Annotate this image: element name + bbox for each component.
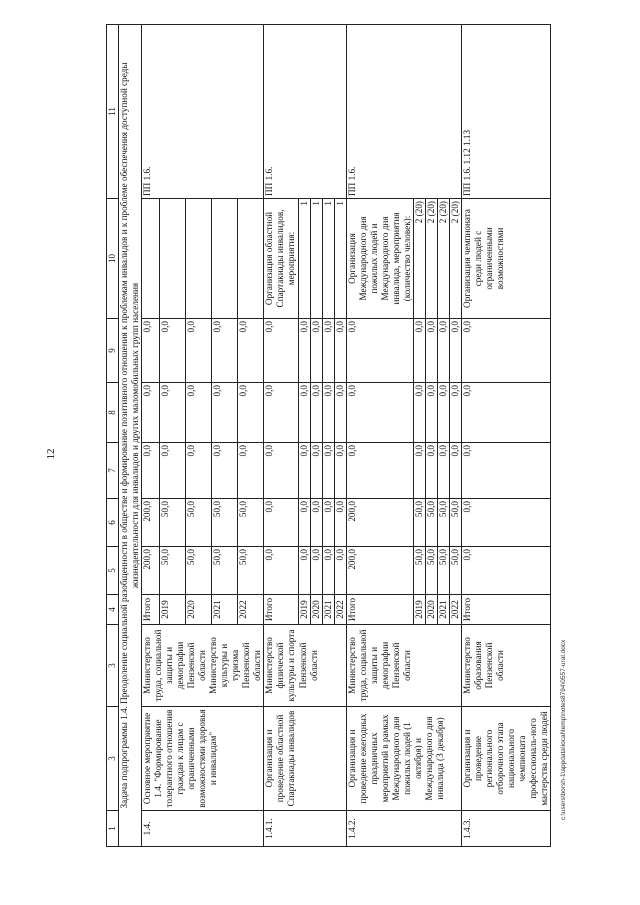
federal-budget: 0,0 [212, 443, 238, 499]
year: 2020 [425, 595, 437, 625]
total-amount: 50,0 [160, 547, 186, 595]
federal-budget: 0,0 [346, 443, 413, 499]
extra-budget: 0,0 [212, 319, 238, 383]
page-number: 12 [45, 448, 57, 460]
local-budget: 0,0 [425, 383, 437, 443]
year: Итого [264, 595, 298, 625]
local-budget: 0,0 [310, 383, 322, 443]
total-amount: 0,0 [322, 547, 334, 595]
federal-budget: 0,0 [310, 443, 322, 499]
local-budget: 0,0 [449, 383, 461, 443]
local-budget: 0,0 [264, 383, 298, 443]
extra-budget: 0,0 [298, 319, 310, 383]
federal-budget: 0,0 [425, 443, 437, 499]
federal-budget: 0,0 [449, 443, 461, 499]
regional-budget: 50,0 [413, 499, 425, 547]
total-amount: 50,0 [186, 547, 212, 595]
extra-budget: 0,0 [186, 319, 212, 383]
total-amount: 0,0 [264, 547, 298, 595]
activity-name: Организация и проведение областной Спартакиады инвалидов [264, 707, 346, 811]
extra-budget: 0,0 [425, 319, 437, 383]
total-amount: 0,0 [298, 547, 310, 595]
total-amount: 200,0 [142, 547, 160, 595]
activity-name: Организация и проведение ежегодных праздничных мероприятий в рамках Международного дня пожилых людей (1 октября) и Международного дня инвалида (3 декабря) [346, 707, 461, 811]
year: Итого [142, 595, 160, 625]
local-budget: 0,0 [413, 383, 425, 443]
regional-budget: 0,0 [298, 499, 310, 547]
regional-budget: 50,0 [449, 499, 461, 547]
program-link: ПП 1.6. [346, 25, 461, 199]
federal-budget: 0,0 [334, 443, 346, 499]
federal-budget: 0,0 [186, 443, 212, 499]
federal-budget: 0,0 [142, 443, 160, 499]
federal-budget: 0,0 [160, 443, 186, 499]
year: 2019 [298, 595, 310, 625]
column-number: 7 [107, 443, 119, 499]
indicator-value: 1 [298, 199, 310, 319]
regional-budget: 0,0 [264, 499, 298, 547]
extra-budget: 0,0 [449, 319, 461, 383]
indicator-name [142, 199, 160, 319]
column-number: 11 [107, 25, 119, 199]
indicator-name: Организация областной Спартакиады инвалидов, мероприятия: [264, 199, 298, 319]
executor: Министерство труда, социальной защиты и демографии Пензенской области [346, 625, 461, 707]
federal-budget: 0,0 [322, 443, 334, 499]
year: 2021 [322, 595, 334, 625]
year: 2020 [310, 595, 322, 625]
executor: Министерство труда, социальной защиты и демографии Пензенской области Министерство культуры и туризма Пензенской области [142, 625, 264, 707]
year: 2021 [437, 595, 449, 625]
column-number: 1 [107, 811, 119, 847]
extra-budget: 0,0 [160, 319, 186, 383]
regional-budget: 50,0 [437, 499, 449, 547]
year: Итого [461, 595, 550, 625]
indicator-value: 1 [310, 199, 322, 319]
indicator-value [186, 199, 212, 319]
table-row [264, 25, 298, 847]
year: 2019 [413, 595, 425, 625]
local-budget: 0,0 [461, 383, 550, 443]
extra-budget: 0,0 [461, 319, 550, 383]
rotated-table-wrapper [106, 25, 612, 847]
regional-budget: 0,0 [334, 499, 346, 547]
regional-budget: 0,0 [310, 499, 322, 547]
regional-budget: 200,0 [346, 499, 413, 547]
year: 2021 [212, 595, 238, 625]
row-number: 1.4.1. [264, 811, 346, 847]
local-budget: 0,0 [346, 383, 413, 443]
local-budget: 0,0 [212, 383, 238, 443]
activity-name: Организация и проведение регионального отборочного этапа национального чемпионата профессиональ-ного мастерства среди людей [461, 707, 550, 811]
local-budget: 0,0 [437, 383, 449, 443]
local-budget: 0,0 [238, 383, 264, 443]
task-row [119, 25, 142, 847]
column-number: 5 [107, 547, 119, 595]
column-number: 6 [107, 499, 119, 547]
program-table [106, 24, 551, 847]
total-amount: 50,0 [437, 547, 449, 595]
total-amount: 200,0 [346, 547, 413, 595]
indicator-value: 1 [334, 199, 346, 319]
local-budget: 0,0 [160, 383, 186, 443]
extra-budget: 0,0 [413, 319, 425, 383]
total-amount: 50,0 [413, 547, 425, 595]
activity-name: Основное мероприятие 1.4. "Формирование толерантного отношения граждан к лицам с ограниченными возможностями здоровья и инвалидам" [142, 707, 264, 811]
regional-budget: 0,0 [322, 499, 334, 547]
file-path-footer: c:\users\borsh-1\appdata\local\temp\notes8794\0557-ural.docx [560, 639, 567, 820]
total-amount: 0,0 [461, 547, 550, 595]
indicator-value: 1 [322, 199, 334, 319]
total-amount: 50,0 [425, 547, 437, 595]
table-row [142, 25, 160, 847]
federal-budget: 0,0 [413, 443, 425, 499]
local-budget: 0,0 [142, 383, 160, 443]
local-budget: 0,0 [334, 383, 346, 443]
total-amount: 0,0 [334, 547, 346, 595]
regional-budget: 50,0 [425, 499, 437, 547]
indicator-value [238, 199, 264, 319]
federal-budget: 0,0 [461, 443, 550, 499]
program-link: ПП 1.6. 1.12 1.13 [461, 25, 550, 199]
column-number: 8 [107, 383, 119, 443]
year: 2022 [449, 595, 461, 625]
total-amount: 50,0 [238, 547, 264, 595]
federal-budget: 0,0 [298, 443, 310, 499]
extra-budget: 0,0 [322, 319, 334, 383]
year: 2022 [238, 595, 264, 625]
federal-budget: 0,0 [264, 443, 298, 499]
row-number: 1.4.2. [346, 811, 461, 847]
local-budget: 0,0 [322, 383, 334, 443]
extra-budget: 0,0 [238, 319, 264, 383]
column-number: 3 [107, 625, 119, 707]
year: Итого [346, 595, 413, 625]
regional-budget: 0,0 [461, 499, 550, 547]
total-amount: 50,0 [449, 547, 461, 595]
table-row [461, 25, 550, 847]
extra-budget: 0,0 [437, 319, 449, 383]
indicator-name: Организация чемпионата среди людей с ограниченными возможностями [461, 199, 550, 319]
indicator-value: 2 (20) [425, 199, 437, 319]
federal-budget: 0,0 [238, 443, 264, 499]
extra-budget: 0,0 [346, 319, 413, 383]
total-amount: 0,0 [310, 547, 322, 595]
indicator-value: 2 (20) [437, 199, 449, 319]
column-number: 4 [107, 595, 119, 625]
indicator-value [160, 199, 186, 319]
regional-budget: 200,0 [142, 499, 160, 547]
regional-budget: 50,0 [238, 499, 264, 547]
regional-budget: 50,0 [160, 499, 186, 547]
indicator-value [212, 199, 238, 319]
program-link: ПП 1.6. [142, 25, 264, 199]
column-number: 9 [107, 319, 119, 383]
regional-budget: 50,0 [212, 499, 238, 547]
indicator-value: 2 (20) [449, 199, 461, 319]
year: 2020 [186, 595, 212, 625]
column-number-row [107, 25, 119, 847]
year: 2022 [334, 595, 346, 625]
extra-budget: 0,0 [142, 319, 160, 383]
federal-budget: 0,0 [437, 443, 449, 499]
extra-budget: 0,0 [310, 319, 322, 383]
year: 2019 [160, 595, 186, 625]
executor: Министерство образования Пензенской области [461, 625, 550, 707]
indicator-value: 2 (20) [413, 199, 425, 319]
column-number: 10 [107, 199, 119, 319]
program-link: ПП 1.6. [264, 25, 346, 199]
row-number: 1.4.3. [461, 811, 550, 847]
local-budget: 0,0 [186, 383, 212, 443]
total-amount: 50,0 [212, 547, 238, 595]
extra-budget: 0,0 [334, 319, 346, 383]
table-row [346, 25, 413, 847]
row-number: 1.4. [142, 811, 264, 847]
task-title: Задача подпрограммы 1.4. Преодоление социальной разобщенности в обществе и формирование позитивного отношения к проблемам инвалидов и к проблеме обеспечения доступной среды жизнедеятельности для инвалидов и других маломобильных групп населения [119, 25, 142, 847]
column-number: 3 [107, 707, 119, 811]
regional-budget: 50,0 [186, 499, 212, 547]
local-budget: 0,0 [298, 383, 310, 443]
executor: Министерство физической культуры и спорта Пензенской области [264, 625, 346, 707]
extra-budget: 0,0 [264, 319, 298, 383]
indicator-name: Организация Международного дня пожилых людей и Международного дня инвалида, мероприятия (количество человек): [346, 199, 413, 319]
